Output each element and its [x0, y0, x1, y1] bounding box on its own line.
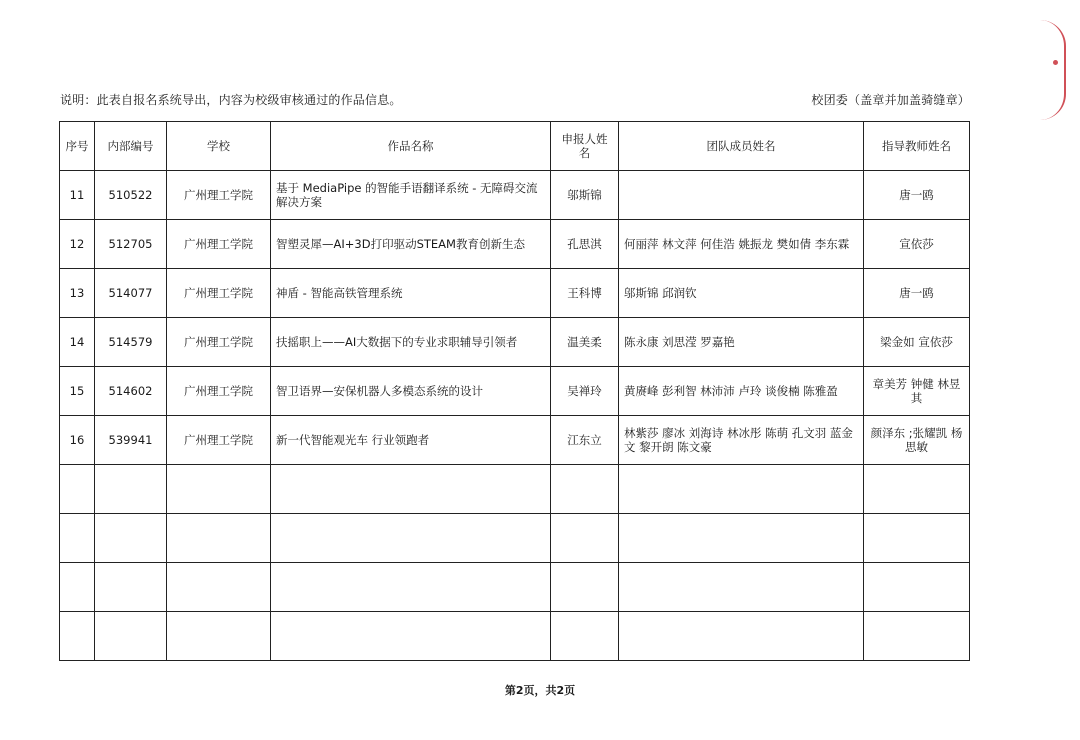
table-header-row — [60, 122, 970, 171]
cell-internal-id — [95, 465, 167, 514]
cell-project-name — [271, 465, 551, 514]
cell-index: 14 — [60, 318, 95, 367]
cell-internal-id: 512705 — [95, 220, 167, 269]
cell-applicant: 王科博 — [551, 269, 619, 318]
cell-team-members: 陈永康 刘思滢 罗嘉艳 — [619, 318, 864, 367]
cell-school — [167, 563, 271, 612]
cell-index — [60, 514, 95, 563]
column-header-team-members: 团队成员姓名 — [619, 122, 864, 171]
column-header-index: 序号 — [60, 122, 95, 171]
cell-advisors: 梁金如 宣依莎 — [864, 318, 970, 367]
cell-school — [167, 514, 271, 563]
cell-school — [167, 465, 271, 514]
cell-internal-id: 510522 — [95, 171, 167, 220]
column-header-internal-id: 内部编号 — [95, 122, 167, 171]
cell-index: 12 — [60, 220, 95, 269]
seal-stamp-mark — [1040, 20, 1066, 120]
cell-index: 15 — [60, 367, 95, 416]
committee-seal-label: 校团委（盖章并加盖骑缝章） — [811, 93, 970, 107]
cell-team-members — [619, 171, 864, 220]
cell-internal-id: 539941 — [95, 416, 167, 465]
cell-index: 11 — [60, 171, 95, 220]
cell-internal-id: 514602 — [95, 367, 167, 416]
table-row — [60, 318, 970, 367]
cell-team-members — [619, 514, 864, 563]
cell-school: 广州理工学院 — [167, 220, 271, 269]
cell-index — [60, 563, 95, 612]
cell-project-name — [271, 514, 551, 563]
column-header-advisors: 指导教师姓名 — [864, 122, 970, 171]
cell-advisors — [864, 563, 970, 612]
cell-internal-id — [95, 563, 167, 612]
cell-school: 广州理工学院 — [167, 269, 271, 318]
cell-index: 13 — [60, 269, 95, 318]
cell-applicant — [551, 612, 619, 661]
column-header-applicant: 申报人姓名 — [551, 122, 619, 171]
cell-advisors: 唐一鸥 — [864, 171, 970, 220]
cell-school: 广州理工学院 — [167, 318, 271, 367]
table-row — [60, 465, 970, 514]
cell-advisors: 章美芳 钟健 林昱其 — [864, 367, 970, 416]
cell-project-name — [271, 612, 551, 661]
cell-project-name: 基于 MediaPipe 的智能手语翻译系统 - 无障碍交流解决方案 — [271, 171, 551, 220]
cell-team-members — [619, 465, 864, 514]
column-header-school: 学校 — [167, 122, 271, 171]
cell-team-members: 林紫莎 廖冰 刘海诗 林冰彤 陈萌 孔文羽 蓝金文 黎开朗 陈文豪 — [619, 416, 864, 465]
table-row — [60, 563, 970, 612]
cell-project-name: 智塑灵犀—AI+3D打印驱动STEAM教育创新生态 — [271, 220, 551, 269]
table-row — [60, 416, 970, 465]
cell-internal-id — [95, 612, 167, 661]
cell-project-name: 新一代智能观光车 行业领跑者 — [271, 416, 551, 465]
cell-project-name: 神盾 - 智能高铁管理系统 — [271, 269, 551, 318]
cell-advisors: 宣依莎 — [864, 220, 970, 269]
cell-advisors: 唐一鸥 — [864, 269, 970, 318]
cell-applicant — [551, 563, 619, 612]
cell-school: 广州理工学院 — [167, 416, 271, 465]
cell-team-members: 何丽萍 林文萍 何佳浩 姚振龙 樊如倩 李东霖 — [619, 220, 864, 269]
cell-school: 广州理工学院 — [167, 367, 271, 416]
table-row — [60, 220, 970, 269]
cell-school — [167, 612, 271, 661]
table-row — [60, 269, 970, 318]
cell-team-members: 黄赓峰 彭利智 林沛沛 卢玲 谈俊楠 陈雅盈 — [619, 367, 864, 416]
page-number: 第2页，共2页 — [504, 684, 576, 697]
table-row — [60, 612, 970, 661]
cell-project-name — [271, 563, 551, 612]
cell-applicant — [551, 514, 619, 563]
cell-applicant: 孔思淇 — [551, 220, 619, 269]
cell-team-members — [619, 612, 864, 661]
cell-school: 广州理工学院 — [167, 171, 271, 220]
cell-internal-id — [95, 514, 167, 563]
table-row — [60, 367, 970, 416]
column-header-project-name: 作品名称 — [271, 122, 551, 171]
cell-index: 16 — [60, 416, 95, 465]
cell-team-members — [619, 563, 864, 612]
cell-applicant: 邬斯锦 — [551, 171, 619, 220]
cell-project-name: 扶摇职上——AI大数据下的专业求职辅导引领者 — [271, 318, 551, 367]
cell-internal-id: 514579 — [95, 318, 167, 367]
cell-applicant: 温美柔 — [551, 318, 619, 367]
cell-index — [60, 612, 95, 661]
cell-advisors — [864, 514, 970, 563]
table-row — [60, 171, 970, 220]
cell-project-name: 智卫语界—安保机器人多模态系统的设计 — [271, 367, 551, 416]
cell-advisors — [864, 465, 970, 514]
cell-advisors — [864, 612, 970, 661]
cell-team-members: 邬斯锦 邱润钦 — [619, 269, 864, 318]
cell-advisors: 颜泽东 ;张耀凯 杨思敏 — [864, 416, 970, 465]
cell-applicant: 吴禅玲 — [551, 367, 619, 416]
cell-applicant — [551, 465, 619, 514]
entries-table — [59, 121, 970, 661]
cell-applicant: 江东立 — [551, 416, 619, 465]
cell-index — [60, 465, 95, 514]
cell-internal-id: 514077 — [95, 269, 167, 318]
table-row — [60, 514, 970, 563]
document-note: 说明：此表自报名系统导出，内容为校级审核通过的作品信息。 — [60, 93, 402, 107]
